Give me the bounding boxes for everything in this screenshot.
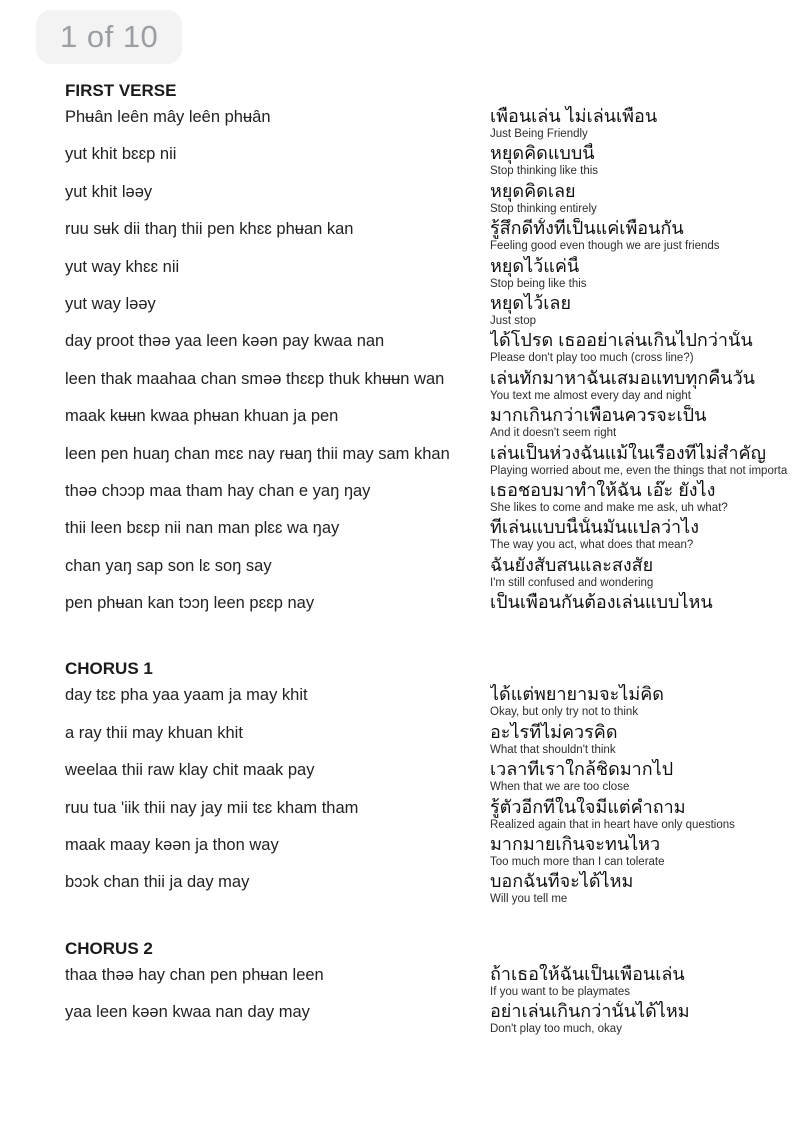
translation-cell — [490, 871, 800, 908]
lyric-row — [65, 293, 800, 330]
thai-text: เป็นเพื่อนกันต้องเล่นแบบไหน — [490, 592, 713, 613]
thai-text: ได้โปรด เธออย่าเล่นเกินไปกว่านั้น — [490, 330, 753, 351]
thai-text: มากเกินกว่าเพื่อนควรจะเป็น — [490, 405, 707, 426]
lyric-row — [65, 106, 800, 143]
translation-cell — [490, 592, 800, 612]
thai-text: หยุดคิดเลย — [490, 180, 576, 201]
lyrics-section — [65, 658, 800, 908]
phonetic-text: thaa thəə hay chan pen phʉan leen — [65, 965, 324, 984]
phonetic-text: Phʉân leên mây leên phʉân — [65, 108, 271, 126]
lyric-row — [65, 797, 800, 834]
section-header: CHORUS 2 — [65, 938, 153, 958]
phonetic-text: yut way khɛɛ nii — [65, 257, 180, 276]
thai-text: ที่เล่นแบบนี้นั้นมันแปลว่าไง — [490, 517, 700, 538]
section-rows — [65, 106, 800, 629]
thai-text: เล่นทักมาหาฉันเสมอแทบทุกคืนวัน — [490, 367, 755, 388]
lyric-row — [65, 592, 800, 629]
english-text: Stop being like this — [490, 277, 587, 290]
english-text: Stop thinking like this — [490, 165, 599, 178]
thai-text: รู้สึกดีทั้งที่เป็นแค่เพื่อนกัน — [490, 218, 684, 239]
phonetic-text: yut way ləəy — [65, 294, 156, 313]
lyrics-section — [65, 938, 800, 1039]
phonetic-text: bɔɔk chan thii ja day may — [65, 873, 250, 892]
thai-text: อย่าเล่นเกินกว่านั้นได้ไหม — [490, 1001, 690, 1022]
translation-cell — [490, 555, 800, 592]
lyric-row — [65, 555, 800, 592]
lyric-row — [65, 443, 800, 480]
translation-cell — [490, 722, 800, 759]
english-text: She likes to come and make me ask, uh what? — [490, 501, 728, 514]
lyric-row — [65, 330, 800, 367]
phonetic-text: yut khit ləəy — [65, 182, 153, 201]
translation-cell — [490, 405, 800, 442]
lyric-row — [65, 517, 800, 554]
english-text: Please don't play too much (cross line?) — [490, 352, 694, 365]
translation-cell — [490, 443, 800, 480]
thai-text: หยุดคิดแบบนี้ — [490, 143, 595, 164]
english-text: When that we are too close — [490, 781, 630, 794]
phonetic-text: day proot thəə yaa leen kəən pay kwaa nan — [65, 332, 385, 351]
english-text: Too much more than I can tolerate — [490, 856, 665, 869]
english-text: What that shouldn't think — [490, 743, 616, 756]
phonetic-text: ruu tua 'iik thii nay jay mii tɛɛ kham tham — [65, 798, 359, 817]
phonetic-text: yaa leen kəən kwaa nan day may — [65, 1003, 310, 1022]
english-text: Just Being Friendly — [490, 128, 588, 140]
phonetic-text: thəə chɔɔp maa tham hay chan e yaŋ ŋay — [65, 481, 371, 500]
english-text: And it doesn't seem right — [490, 427, 617, 440]
thai-text: ถ้าเธอให้ฉันเป็นเพื่อนเล่น — [490, 963, 685, 984]
english-text: I'm still confused and wondering — [490, 576, 654, 589]
english-text: If you want to be playmates — [490, 985, 630, 998]
translation-cell — [490, 834, 800, 871]
lyric-row — [65, 834, 800, 871]
translation-cell — [490, 181, 800, 218]
translation-cell — [490, 368, 800, 405]
thai-text: เธอชอบมาทำให้ฉัน เอ๊ะ ยังไง — [490, 479, 716, 500]
phonetic-text: thii leen bɛɛp nii nan man plɛɛ wa ŋay — [65, 519, 340, 538]
page-indicator-badge: 1 of 10 — [36, 10, 182, 64]
section-header: FIRST VERSE — [65, 81, 177, 100]
translation-cell — [490, 759, 800, 796]
phonetic-text: chan yaŋ sap son lɛ soŋ say — [65, 556, 272, 575]
thai-text: มากมายเกินจะทนไหว — [490, 834, 661, 855]
english-text: Feeling good even though we are just friends — [490, 240, 720, 253]
english-text: Playing worried about me, even the things that not importa — [490, 464, 788, 477]
thai-text: หยุดไว้เลย — [490, 292, 571, 313]
section-header: CHORUS 1 — [65, 659, 153, 679]
lyric-row — [65, 684, 800, 721]
lyric-row — [65, 480, 800, 517]
thai-text: ฉันยังสับสนและสงสัย — [490, 554, 654, 575]
thai-text: อะไรที่ไม่ควรคิด — [490, 721, 618, 742]
lyric-row — [65, 722, 800, 759]
english-text: Just stop — [490, 314, 537, 327]
lyric-row — [65, 181, 800, 218]
translation-cell — [490, 293, 800, 330]
phonetic-text: a ray thii may khuan khit — [65, 723, 243, 742]
phonetic-text: yut khit bɛɛp nii — [65, 145, 177, 164]
translation-cell — [490, 684, 800, 721]
thai-text: ได้แต่พยายามจะไม่คิด — [490, 684, 664, 705]
section-rows — [65, 964, 800, 1039]
lyric-row — [65, 143, 800, 180]
translation-cell — [490, 797, 800, 834]
thai-text: เวลาที่เราใกล้ชิดมากไป — [490, 759, 674, 780]
phonetic-text: maak maay kəən ja thon way — [65, 836, 279, 855]
phonetic-text: leen pen huaŋ chan mɛɛ nay rʉaŋ thii may sam khan — [65, 444, 450, 463]
lyric-row — [65, 759, 800, 796]
english-text: Don't play too much, okay — [490, 1023, 622, 1036]
english-text: Realized again that in heart have only questions — [490, 818, 735, 831]
phonetic-text: maak kʉʉn kwaa phʉan khuan ja pen — [65, 407, 339, 426]
translation-cell — [490, 106, 800, 143]
thai-text: เล่นเป็นห่วงฉันแม้ในเรื่องที่ไม่สำคัญ — [490, 442, 766, 463]
lyric-row — [65, 218, 800, 255]
phonetic-text: ruu sʉk dii thaŋ thii pen khɛɛ phʉan kan — [65, 220, 354, 239]
lyric-row — [65, 964, 800, 1001]
section-rows — [65, 684, 800, 908]
thai-text: เพื่อนเล่น ไม่เล่นเพื่อน — [490, 106, 658, 126]
translation-cell — [490, 330, 800, 367]
translation-cell — [490, 143, 800, 180]
lyric-row — [65, 256, 800, 293]
lyric-row — [65, 405, 800, 442]
lyrics-section — [65, 80, 800, 629]
translation-cell — [490, 256, 800, 293]
translation-cell — [490, 218, 800, 255]
translation-cell — [490, 517, 800, 554]
english-text: Stop thinking entirely — [490, 202, 597, 215]
translation-cell — [490, 480, 800, 517]
english-text: Okay, but only try not to think — [490, 706, 639, 719]
phonetic-text: day tɛɛ pha yaa yaam ja may khit — [65, 686, 308, 705]
thai-text: หยุดไว้แค่นี้ — [490, 255, 580, 276]
lyrics-sections — [65, 80, 800, 1128]
phonetic-text: weelaa thii raw klay chit maak pay — [65, 761, 315, 780]
lyric-row — [65, 871, 800, 908]
translation-cell — [490, 1001, 800, 1038]
english-text: The way you act, what does that mean? — [490, 539, 694, 552]
phonetic-text: leen thak maahaa chan sməə thɛɛp thuk khʉʉn wan — [65, 369, 445, 388]
translation-cell — [490, 964, 800, 1001]
lyric-row — [65, 1001, 800, 1038]
lyric-row — [65, 368, 800, 405]
english-text: You text me almost every day and night — [490, 389, 691, 402]
thai-text: บอกฉันทีจะได้ไหม — [490, 871, 634, 892]
phonetic-text: pen phʉan kan tɔɔŋ leen pɛɛp nay — [65, 594, 315, 613]
english-text: Will you tell me — [490, 893, 568, 906]
thai-text: รู้ตัวอีกทีในใจมีแต่คำถาม — [490, 796, 686, 817]
